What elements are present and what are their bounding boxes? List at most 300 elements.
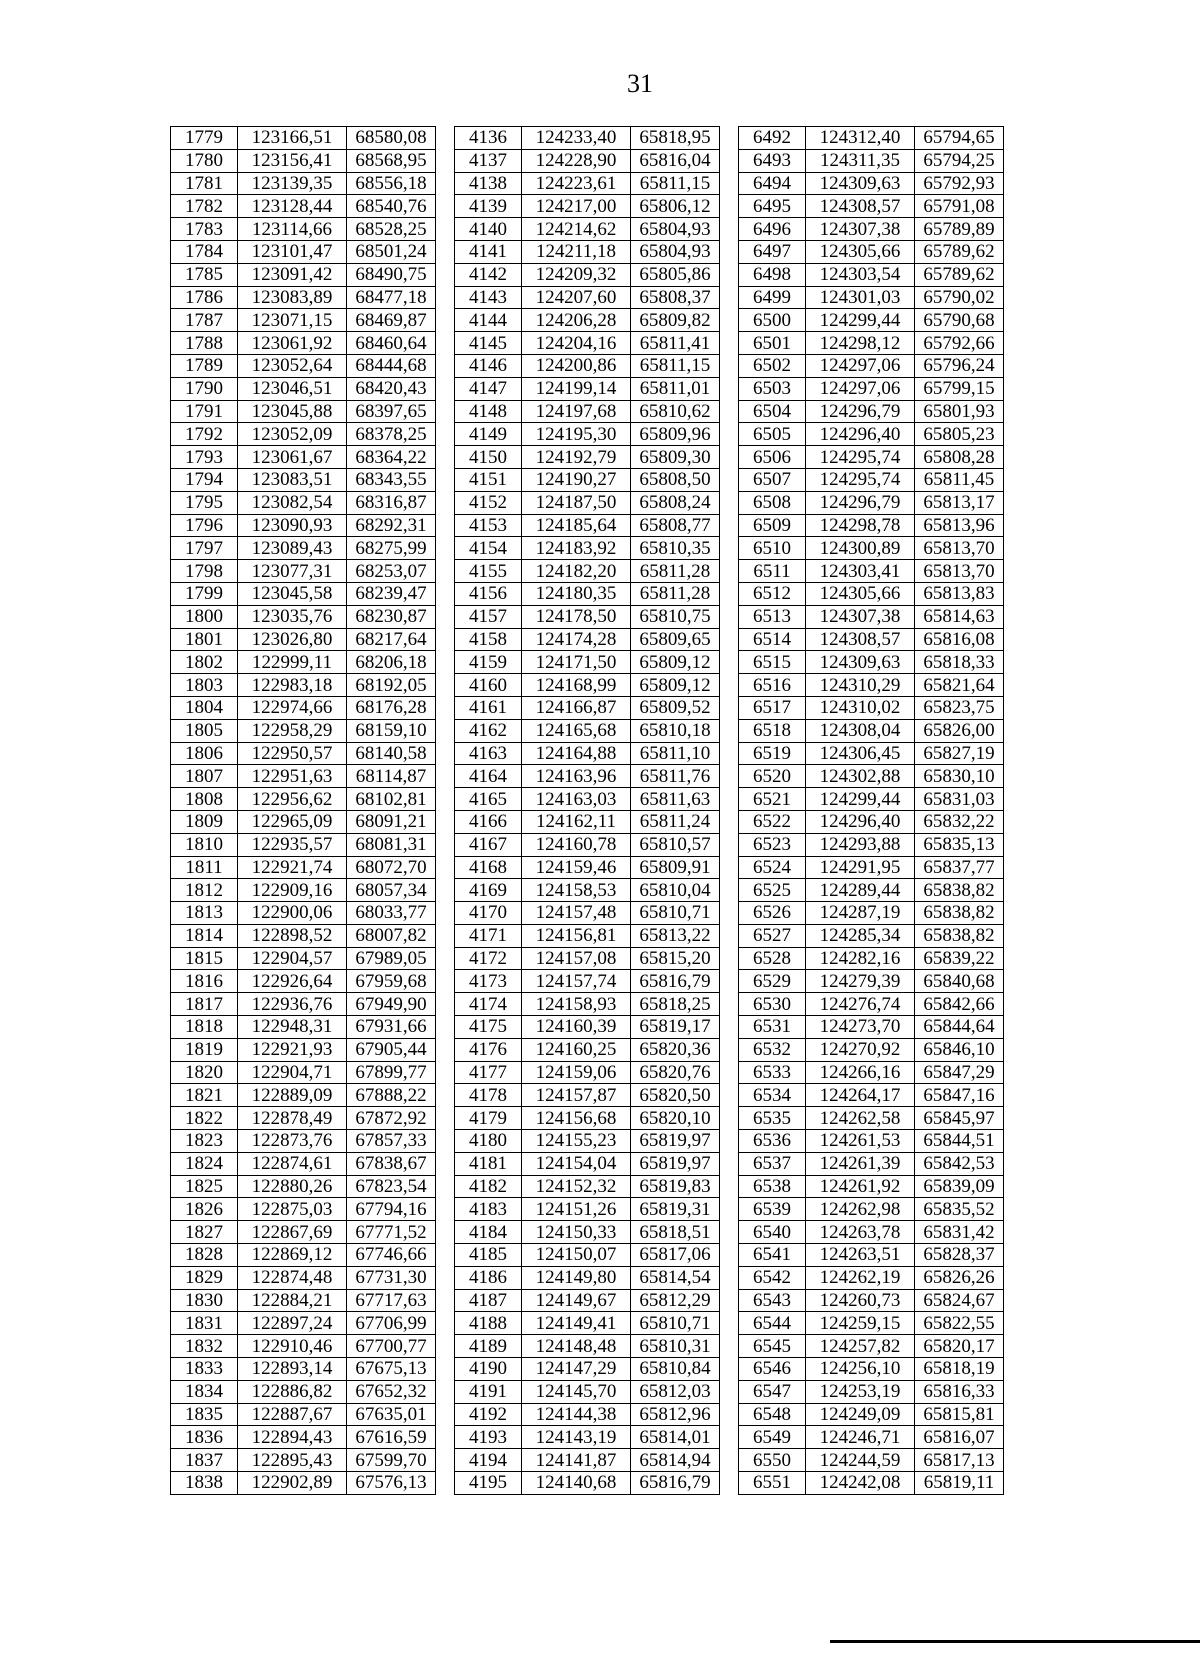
point-number-cell: 1819 <box>171 1038 238 1061</box>
x-coordinate-cell: 124183,92 <box>522 537 631 560</box>
x-coordinate-cell: 123089,43 <box>238 537 347 560</box>
y-coordinate-cell: 65835,13 <box>915 833 1004 856</box>
y-coordinate-cell: 65824,67 <box>915 1289 1004 1312</box>
x-coordinate-cell: 122936,76 <box>238 993 347 1016</box>
y-coordinate-cell: 65813,17 <box>915 491 1004 514</box>
y-coordinate-cell: 65811,28 <box>631 582 720 605</box>
y-coordinate-cell: 65810,71 <box>631 902 720 925</box>
x-coordinate-cell: 123156,41 <box>238 149 347 172</box>
y-coordinate-cell: 67700,77 <box>347 1335 436 1358</box>
y-coordinate-cell: 65842,53 <box>915 1152 1004 1175</box>
table-row <box>171 1335 436 1358</box>
table-row <box>171 263 436 286</box>
x-coordinate-cell: 123071,15 <box>238 309 347 332</box>
x-coordinate-cell: 124291,95 <box>806 856 915 879</box>
x-coordinate-cell: 124149,41 <box>522 1312 631 1335</box>
point-number-cell: 1799 <box>171 582 238 605</box>
y-coordinate-cell: 68275,99 <box>347 537 436 560</box>
x-coordinate-cell: 123083,89 <box>238 286 347 309</box>
y-coordinate-cell: 65799,15 <box>915 377 1004 400</box>
point-number-cell: 4165 <box>455 788 522 811</box>
x-coordinate-cell: 122904,71 <box>238 1061 347 1084</box>
point-number-cell: 4160 <box>455 674 522 697</box>
point-number-cell: 6519 <box>739 742 806 765</box>
point-number-cell: 6541 <box>739 1244 806 1267</box>
point-number-cell: 1834 <box>171 1380 238 1403</box>
table-row <box>171 172 436 195</box>
y-coordinate-cell: 68102,81 <box>347 788 436 811</box>
x-coordinate-cell: 124293,88 <box>806 833 915 856</box>
table-row <box>739 195 1004 218</box>
point-number-cell: 6506 <box>739 446 806 469</box>
table-row <box>739 1221 1004 1244</box>
point-number-cell: 4168 <box>455 856 522 879</box>
x-coordinate-cell: 124263,51 <box>806 1244 915 1267</box>
x-coordinate-cell: 122965,09 <box>238 810 347 833</box>
y-coordinate-cell: 65805,86 <box>631 263 720 286</box>
y-coordinate-cell: 65809,96 <box>631 423 720 446</box>
table-row <box>171 1198 436 1221</box>
y-coordinate-cell: 68140,58 <box>347 742 436 765</box>
y-coordinate-cell: 65820,50 <box>631 1084 720 1107</box>
table-row <box>171 1084 436 1107</box>
table-row <box>171 1358 436 1381</box>
x-coordinate-cell: 124166,87 <box>522 696 631 719</box>
x-coordinate-cell: 124256,10 <box>806 1358 915 1381</box>
point-number-cell: 4156 <box>455 582 522 605</box>
table-row <box>739 377 1004 400</box>
point-number-cell: 6551 <box>739 1472 806 1495</box>
x-coordinate-cell: 124185,64 <box>522 514 631 537</box>
x-coordinate-cell: 124287,19 <box>806 902 915 925</box>
table-row <box>455 1312 720 1335</box>
y-coordinate-cell: 68477,18 <box>347 286 436 309</box>
y-coordinate-cell: 65810,57 <box>631 833 720 856</box>
table-row <box>171 1266 436 1289</box>
x-coordinate-cell: 124182,20 <box>522 560 631 583</box>
table-row <box>739 788 1004 811</box>
x-coordinate-cell: 122983,18 <box>238 674 347 697</box>
point-number-cell: 4163 <box>455 742 522 765</box>
table-row <box>171 537 436 560</box>
x-coordinate-cell: 124262,58 <box>806 1107 915 1130</box>
point-number-cell: 4136 <box>455 127 522 150</box>
y-coordinate-cell: 65846,10 <box>915 1038 1004 1061</box>
x-coordinate-cell: 122950,57 <box>238 742 347 765</box>
x-coordinate-cell: 122869,12 <box>238 1244 347 1267</box>
x-coordinate-cell: 122935,57 <box>238 833 347 856</box>
point-number-cell: 6496 <box>739 218 806 241</box>
y-coordinate-cell: 65820,36 <box>631 1038 720 1061</box>
point-number-cell: 1828 <box>171 1244 238 1267</box>
point-number-cell: 4162 <box>455 719 522 742</box>
table-row <box>739 993 1004 1016</box>
point-number-cell: 6544 <box>739 1312 806 1335</box>
table-row <box>171 1061 436 1084</box>
table-row <box>455 218 720 241</box>
point-number-cell: 6505 <box>739 423 806 446</box>
y-coordinate-cell: 65810,71 <box>631 1312 720 1335</box>
y-coordinate-cell: 65845,97 <box>915 1107 1004 1130</box>
y-coordinate-cell: 67931,66 <box>347 1016 436 1039</box>
y-coordinate-cell: 68556,18 <box>347 172 436 195</box>
y-coordinate-cell: 68343,55 <box>347 468 436 491</box>
y-coordinate-cell: 65832,22 <box>915 810 1004 833</box>
x-coordinate-cell: 124163,96 <box>522 765 631 788</box>
table-row <box>455 468 720 491</box>
point-number-cell: 4143 <box>455 286 522 309</box>
coordinate-block-3 <box>738 126 1004 1495</box>
y-coordinate-cell: 67838,67 <box>347 1152 436 1175</box>
x-coordinate-cell: 124199,14 <box>522 377 631 400</box>
point-number-cell: 6525 <box>739 879 806 902</box>
table-row <box>739 742 1004 765</box>
table-row <box>455 970 720 993</box>
x-coordinate-cell: 122880,26 <box>238 1175 347 1198</box>
y-coordinate-cell: 68159,10 <box>347 719 436 742</box>
y-coordinate-cell: 65809,52 <box>631 696 720 719</box>
table-row <box>171 1152 436 1175</box>
y-coordinate-cell: 68253,07 <box>347 560 436 583</box>
y-coordinate-cell: 65813,70 <box>915 560 1004 583</box>
y-coordinate-cell: 68540,76 <box>347 195 436 218</box>
table-row <box>455 833 720 856</box>
y-coordinate-cell: 67888,22 <box>347 1084 436 1107</box>
x-coordinate-cell: 123052,64 <box>238 354 347 377</box>
point-number-cell: 4153 <box>455 514 522 537</box>
point-number-cell: 6499 <box>739 286 806 309</box>
x-coordinate-cell: 124144,38 <box>522 1403 631 1426</box>
table-row <box>739 468 1004 491</box>
table-row <box>171 856 436 879</box>
y-coordinate-cell: 65811,45 <box>915 468 1004 491</box>
y-coordinate-cell: 65839,22 <box>915 947 1004 970</box>
table-row <box>171 993 436 1016</box>
table-row <box>739 856 1004 879</box>
point-number-cell: 4147 <box>455 377 522 400</box>
table-row <box>455 1016 720 1039</box>
x-coordinate-cell: 122974,66 <box>238 696 347 719</box>
y-coordinate-cell: 68316,87 <box>347 491 436 514</box>
point-number-cell: 4149 <box>455 423 522 446</box>
x-coordinate-cell: 124148,48 <box>522 1335 631 1358</box>
x-coordinate-cell: 124145,70 <box>522 1380 631 1403</box>
point-number-cell: 6539 <box>739 1198 806 1221</box>
x-coordinate-cell: 123077,31 <box>238 560 347 583</box>
x-coordinate-cell: 123083,51 <box>238 468 347 491</box>
point-number-cell: 6540 <box>739 1221 806 1244</box>
table-row <box>455 1335 720 1358</box>
y-coordinate-cell: 67717,63 <box>347 1289 436 1312</box>
point-number-cell: 1814 <box>171 924 238 947</box>
point-number-cell: 6507 <box>739 468 806 491</box>
point-number-cell: 4190 <box>455 1358 522 1381</box>
x-coordinate-cell: 124308,04 <box>806 719 915 742</box>
table-row <box>171 788 436 811</box>
point-number-cell: 6546 <box>739 1358 806 1381</box>
y-coordinate-cell: 65816,08 <box>915 628 1004 651</box>
table-row <box>455 240 720 263</box>
page-number: 31 <box>627 69 653 98</box>
table-row <box>455 605 720 628</box>
y-coordinate-cell: 65837,77 <box>915 856 1004 879</box>
x-coordinate-cell: 124260,73 <box>806 1289 915 1312</box>
x-coordinate-cell: 124259,15 <box>806 1312 915 1335</box>
x-coordinate-cell: 124207,60 <box>522 286 631 309</box>
x-coordinate-cell: 123082,54 <box>238 491 347 514</box>
x-coordinate-cell: 122898,52 <box>238 924 347 947</box>
x-coordinate-cell: 122889,09 <box>238 1084 347 1107</box>
y-coordinate-cell: 65794,25 <box>915 149 1004 172</box>
table-row <box>171 970 436 993</box>
x-coordinate-cell: 124165,68 <box>522 719 631 742</box>
x-coordinate-cell: 124302,88 <box>806 765 915 788</box>
x-coordinate-cell: 122874,61 <box>238 1152 347 1175</box>
x-coordinate-cell: 124158,93 <box>522 993 631 1016</box>
y-coordinate-cell: 65816,07 <box>915 1426 1004 1449</box>
point-number-cell: 1837 <box>171 1449 238 1472</box>
table-row <box>171 1403 436 1426</box>
x-coordinate-cell: 122902,89 <box>238 1472 347 1495</box>
x-coordinate-cell: 124309,63 <box>806 172 915 195</box>
point-number-cell: 4155 <box>455 560 522 583</box>
y-coordinate-cell: 65828,37 <box>915 1244 1004 1267</box>
y-coordinate-cell: 68397,65 <box>347 400 436 423</box>
table-row <box>739 446 1004 469</box>
y-coordinate-cell: 65815,81 <box>915 1403 1004 1426</box>
table-row <box>739 172 1004 195</box>
y-coordinate-cell: 65810,18 <box>631 719 720 742</box>
x-coordinate-cell: 124168,99 <box>522 674 631 697</box>
point-number-cell: 6516 <box>739 674 806 697</box>
x-coordinate-cell: 124311,35 <box>806 149 915 172</box>
coordinate-block-2 <box>454 126 720 1495</box>
table-row <box>739 240 1004 263</box>
x-coordinate-cell: 124296,40 <box>806 423 915 446</box>
table-row <box>171 1426 436 1449</box>
x-coordinate-cell: 122893,14 <box>238 1358 347 1381</box>
x-coordinate-cell: 124157,48 <box>522 902 631 925</box>
x-coordinate-cell: 124257,82 <box>806 1335 915 1358</box>
x-coordinate-cell: 124214,62 <box>522 218 631 241</box>
table-row <box>455 1289 720 1312</box>
x-coordinate-cell: 124309,63 <box>806 651 915 674</box>
x-coordinate-cell: 124192,79 <box>522 446 631 469</box>
y-coordinate-cell: 68490,75 <box>347 263 436 286</box>
table-row <box>455 1426 720 1449</box>
x-coordinate-cell: 124270,92 <box>806 1038 915 1061</box>
x-coordinate-cell: 124308,57 <box>806 195 915 218</box>
table-row <box>171 1130 436 1153</box>
table-row <box>171 514 436 537</box>
x-coordinate-cell: 124244,59 <box>806 1449 915 1472</box>
x-coordinate-cell: 123061,92 <box>238 332 347 355</box>
table-row <box>171 377 436 400</box>
x-coordinate-cell: 124273,70 <box>806 1016 915 1039</box>
table-row <box>739 1244 1004 1267</box>
point-number-cell: 4142 <box>455 263 522 286</box>
point-number-cell: 4150 <box>455 446 522 469</box>
point-number-cell: 1830 <box>171 1289 238 1312</box>
table-row <box>739 1016 1004 1039</box>
y-coordinate-cell: 67652,32 <box>347 1380 436 1403</box>
y-coordinate-cell: 65817,06 <box>631 1244 720 1267</box>
x-coordinate-cell: 124164,88 <box>522 742 631 765</box>
point-number-cell: 1816 <box>171 970 238 993</box>
table-row <box>171 218 436 241</box>
point-number-cell: 6548 <box>739 1403 806 1426</box>
point-number-cell: 6545 <box>739 1335 806 1358</box>
point-number-cell: 6529 <box>739 970 806 993</box>
point-number-cell: 6542 <box>739 1266 806 1289</box>
point-number-cell: 4180 <box>455 1130 522 1153</box>
x-coordinate-cell: 122948,31 <box>238 1016 347 1039</box>
point-number-cell: 6538 <box>739 1175 806 1198</box>
table-row <box>171 354 436 377</box>
table-row <box>739 810 1004 833</box>
point-number-cell: 1836 <box>171 1426 238 1449</box>
table-row <box>455 354 720 377</box>
y-coordinate-cell: 65808,77 <box>631 514 720 537</box>
table-row <box>171 560 436 583</box>
x-coordinate-cell: 124279,39 <box>806 970 915 993</box>
y-coordinate-cell: 68176,28 <box>347 696 436 719</box>
y-coordinate-cell: 68192,05 <box>347 674 436 697</box>
y-coordinate-cell: 67746,66 <box>347 1244 436 1267</box>
table-row <box>171 902 436 925</box>
x-coordinate-cell: 123090,93 <box>238 514 347 537</box>
y-coordinate-cell: 65819,97 <box>631 1130 720 1153</box>
table-row <box>739 1403 1004 1426</box>
x-coordinate-cell: 124297,06 <box>806 377 915 400</box>
point-number-cell: 1835 <box>171 1403 238 1426</box>
y-coordinate-cell: 65813,96 <box>915 514 1004 537</box>
point-number-cell: 6514 <box>739 628 806 651</box>
table-row <box>171 332 436 355</box>
x-coordinate-cell: 122875,03 <box>238 1198 347 1221</box>
y-coordinate-cell: 65840,68 <box>915 970 1004 993</box>
point-number-cell: 4171 <box>455 924 522 947</box>
point-number-cell: 4145 <box>455 332 522 355</box>
x-coordinate-cell: 123046,51 <box>238 377 347 400</box>
y-coordinate-cell: 65820,10 <box>631 1107 720 1130</box>
x-coordinate-cell: 124261,53 <box>806 1130 915 1153</box>
y-coordinate-cell: 67771,52 <box>347 1221 436 1244</box>
y-coordinate-cell: 65810,31 <box>631 1335 720 1358</box>
x-coordinate-cell: 123114,66 <box>238 218 347 241</box>
x-coordinate-cell: 124178,50 <box>522 605 631 628</box>
y-coordinate-cell: 65816,33 <box>915 1380 1004 1403</box>
table-row <box>171 1016 436 1039</box>
x-coordinate-cell: 124262,98 <box>806 1198 915 1221</box>
table-row <box>171 651 436 674</box>
y-coordinate-cell: 68007,82 <box>347 924 436 947</box>
y-coordinate-cell: 65820,17 <box>915 1335 1004 1358</box>
point-number-cell: 1826 <box>171 1198 238 1221</box>
x-coordinate-cell: 124150,07 <box>522 1244 631 1267</box>
y-coordinate-cell: 65820,76 <box>631 1061 720 1084</box>
x-coordinate-cell: 124204,16 <box>522 332 631 355</box>
point-number-cell: 4151 <box>455 468 522 491</box>
x-coordinate-cell: 124195,30 <box>522 423 631 446</box>
point-number-cell: 1784 <box>171 240 238 263</box>
table-row <box>455 582 720 605</box>
y-coordinate-cell: 65818,95 <box>631 127 720 150</box>
table-row <box>455 286 720 309</box>
x-coordinate-cell: 124295,74 <box>806 468 915 491</box>
point-number-cell: 6517 <box>739 696 806 719</box>
table-row <box>455 1130 720 1153</box>
y-coordinate-cell: 65813,70 <box>915 537 1004 560</box>
y-coordinate-cell: 65830,10 <box>915 765 1004 788</box>
y-coordinate-cell: 65819,83 <box>631 1175 720 1198</box>
table-row <box>739 1130 1004 1153</box>
x-coordinate-cell: 124307,38 <box>806 605 915 628</box>
x-coordinate-cell: 124296,40 <box>806 810 915 833</box>
point-number-cell: 1793 <box>171 446 238 469</box>
point-number-cell: 1805 <box>171 719 238 742</box>
point-number-cell: 6543 <box>739 1289 806 1312</box>
table-row <box>455 1038 720 1061</box>
point-number-cell: 6500 <box>739 309 806 332</box>
y-coordinate-cell: 67989,05 <box>347 947 436 970</box>
y-coordinate-cell: 67905,44 <box>347 1038 436 1061</box>
table-row <box>171 1380 436 1403</box>
y-coordinate-cell: 65831,42 <box>915 1221 1004 1244</box>
y-coordinate-cell: 65818,33 <box>915 651 1004 674</box>
point-number-cell: 6502 <box>739 354 806 377</box>
point-number-cell: 4177 <box>455 1061 522 1084</box>
table-row <box>739 970 1004 993</box>
point-number-cell: 1825 <box>171 1175 238 1198</box>
table-row <box>171 765 436 788</box>
table-row <box>455 696 720 719</box>
x-coordinate-cell: 123045,88 <box>238 400 347 423</box>
table-row <box>455 1221 720 1244</box>
point-number-cell: 6509 <box>739 514 806 537</box>
point-number-cell: 4164 <box>455 765 522 788</box>
x-coordinate-cell: 124200,86 <box>522 354 631 377</box>
table-row <box>739 719 1004 742</box>
x-coordinate-cell: 124308,57 <box>806 628 915 651</box>
point-number-cell: 1827 <box>171 1221 238 1244</box>
point-number-cell: 6521 <box>739 788 806 811</box>
y-coordinate-cell: 65811,24 <box>631 810 720 833</box>
point-number-cell: 4169 <box>455 879 522 902</box>
y-coordinate-cell: 65838,82 <box>915 879 1004 902</box>
coordinate-block-1 <box>170 126 436 1495</box>
table-row <box>171 582 436 605</box>
x-coordinate-cell: 122926,64 <box>238 970 347 993</box>
table-row <box>171 1472 436 1495</box>
x-coordinate-cell: 123026,80 <box>238 628 347 651</box>
table-row <box>739 1107 1004 1130</box>
point-number-cell: 4154 <box>455 537 522 560</box>
x-coordinate-cell: 124264,17 <box>806 1084 915 1107</box>
y-coordinate-cell: 65811,15 <box>631 354 720 377</box>
table-row <box>739 879 1004 902</box>
x-coordinate-cell: 122887,67 <box>238 1403 347 1426</box>
y-coordinate-cell: 67872,92 <box>347 1107 436 1130</box>
x-coordinate-cell: 124299,44 <box>806 309 915 332</box>
point-number-cell: 6532 <box>739 1038 806 1061</box>
y-coordinate-cell: 68081,31 <box>347 833 436 856</box>
y-coordinate-cell: 65818,25 <box>631 993 720 1016</box>
table-row <box>171 833 436 856</box>
x-coordinate-cell: 124150,33 <box>522 1221 631 1244</box>
y-coordinate-cell: 65819,97 <box>631 1152 720 1175</box>
y-coordinate-cell: 65815,20 <box>631 947 720 970</box>
